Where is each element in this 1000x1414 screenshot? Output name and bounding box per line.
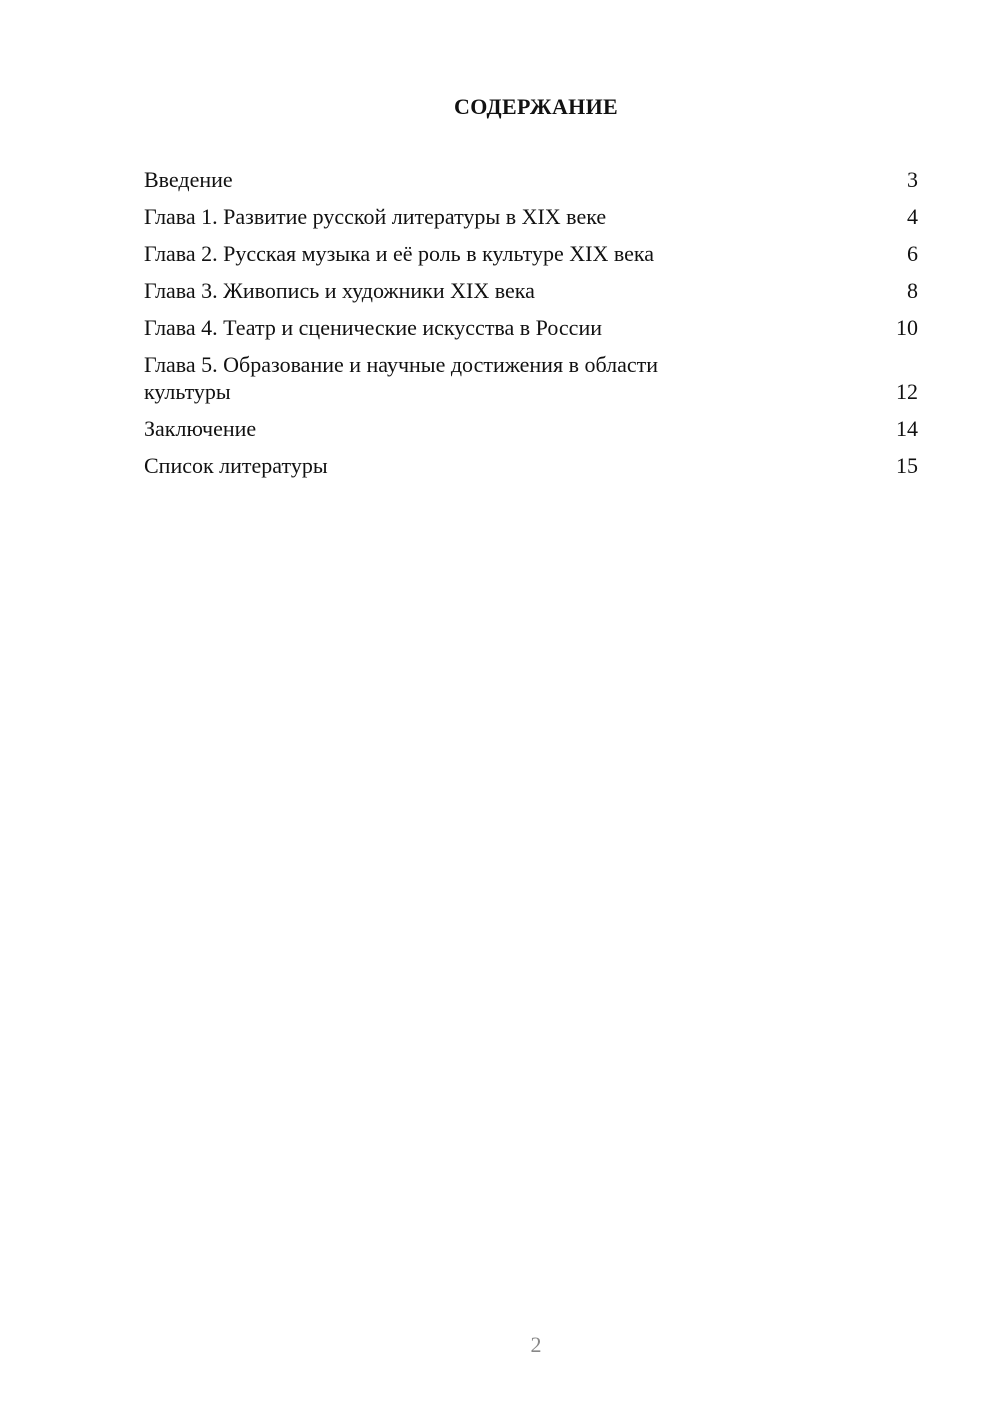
- toc-title: СОДЕРЖАНИЕ: [454, 94, 618, 119]
- page-number: 2: [530, 1332, 542, 1357]
- toc-entry-page: 4: [907, 204, 918, 229]
- toc-entry-page: 8: [907, 278, 918, 303]
- toc-entry-text: Глава 5. Образование и научные достижения в области культуры: [144, 352, 658, 404]
- toc-entry-text: Глава 3. Живопись и художники XIX века: [144, 278, 535, 303]
- toc-entry-chapter-3: [144, 277, 918, 304]
- table-of-contents: [144, 166, 918, 489]
- toc-entry-text: Глава 4. Театр и сценические искусства в России: [144, 315, 602, 340]
- toc-entry-text: Введение: [144, 167, 233, 192]
- toc-entry-chapter-2: [144, 240, 918, 267]
- toc-entry-page: 3: [907, 167, 918, 192]
- toc-entry-text: Глава 2. Русская музыка и её роль в культуре XIX века: [144, 241, 655, 266]
- toc-entry-page: 15: [896, 453, 918, 478]
- toc-entry-bibliography: [144, 452, 918, 479]
- toc-entry-chapter-4: [144, 314, 918, 341]
- toc-entry-text: Глава 1. Развитие русской литературы в XIX веке: [144, 204, 607, 229]
- toc-entry-introduction: [144, 166, 918, 193]
- toc-entry-text: Список литературы: [144, 453, 328, 478]
- toc-entry-chapter-5: [144, 351, 918, 405]
- toc-entry-page: 10: [896, 315, 918, 340]
- toc-entry-chapter-1: [144, 203, 918, 230]
- toc-entry-conclusion: [144, 415, 918, 442]
- toc-entry-page: 14: [896, 416, 918, 441]
- toc-entry-page: 6: [907, 241, 918, 266]
- toc-entry-page: 12: [896, 379, 918, 404]
- toc-entry-text: Заключение: [144, 416, 257, 441]
